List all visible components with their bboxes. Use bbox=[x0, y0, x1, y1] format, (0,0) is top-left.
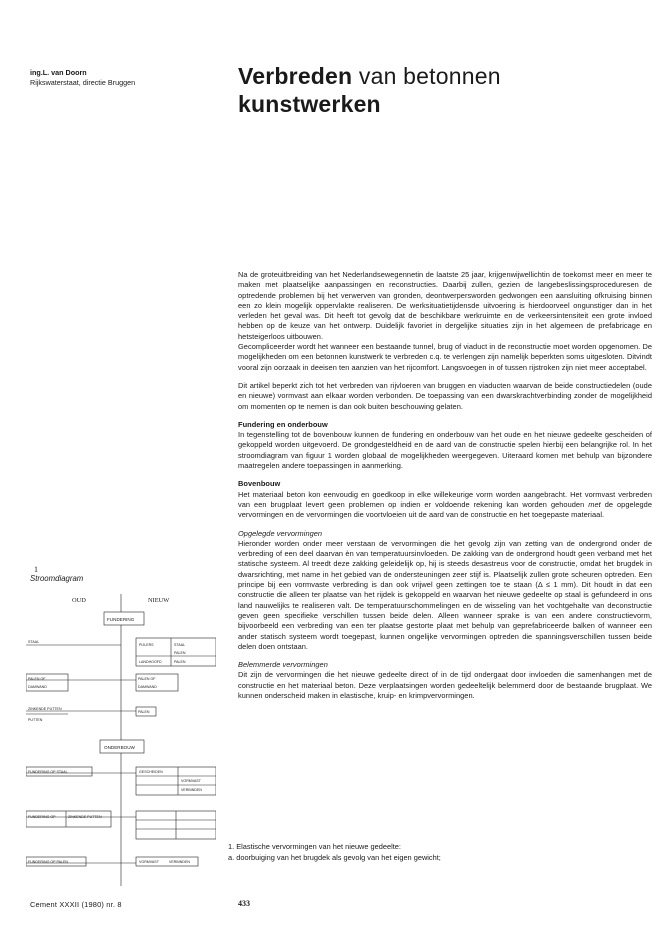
label-staal: STAAL bbox=[28, 640, 40, 644]
label-vormvast: VORMVAST bbox=[181, 779, 201, 783]
author-affiliation: Rijkswaterstaat, directie Bruggen bbox=[30, 78, 136, 87]
label-vormvast2: VORMVAST bbox=[139, 860, 159, 864]
heading-belemmerd: Belemmerde vervormingen bbox=[238, 660, 328, 670]
box-fundering: FUNDERING bbox=[107, 617, 135, 622]
label-palen: PALEN bbox=[174, 651, 186, 655]
intro-paragraph-1: Na de groteuitbreiding van het Nederlandsewegennetin de laatste 25 jaar, krijgenwijwellichtin de toekomst meer en meer te maken met plaatselijke aanpassingen en reconstructies. Daarbij zullen, gezien de langebeslissingsproceduresen de optredende problemen bij het verwerven van gronden, deontwerpersworden gedwongen een aansluiting ofkruising binnen een zo klein mogelijk oppervlakte realiseren. De werksituatietijdensde uitvoering is hierdoorveel ongunstiger dan in het verleden het geval was. Dit heeft tot gevolg dat de beschikbare werkruimte en de verkeersintensiteit een grote invloed hebben op de keuze van het ontwerp. Duidelijk favoriet in dergelijke situaties zijn in het algemeen de prefabricage en hetsteigerloos uitbouwen. bbox=[238, 270, 652, 341]
enumeration bbox=[228, 841, 652, 863]
author-name: ing.L. van Doorn bbox=[30, 68, 87, 77]
opgelegd-paragraph: Hieronder worden onder meer verstaan de vervormingen die het gevolg zijn van zetting van de ondergrond onder de verbreding of een deel daarvan èn van temperatuursinvloeden. De zakking van de ondergrond houdt geen verband met het statische systeem. Al treedt deze zakking geleidelijk op, hij is steeds desastreus voor de constructie, omdat het brugdek in dwarsrichting, met name in het gebied van de ondersteuningen zeer stijf is. Plaatselijk zullen grote scheuren optreden. Een principe bij een vormvaste verbreding is dan ook vrijwel geen zettingen toe te staan (Δ ≤ 1 mm). Dit houdt in dat een constructie die alleen ter plaatse van het rijdek is gekoppeld en waarvan het nieuwe gedeelte op staal is gefundeerd in ons land nauwelijks te realiseren valt. De temperatuurschommelingen en de wisseling van het vochtgehalte van deconstructie geven geen specifieke verschillen tussen beide delen. Alleen wanneer sprake is van een andere constructievorm, bijvoorbeeld een verbreding van een ter plaatse gestorte plaat met behulp van geprefabriceerde balken of wanneer een ander statisch systeem wordt toegepast, kunnen ongelijke vervormingen optreden die spanningsverschillen tussen beide delen doen ontstaan. bbox=[238, 538, 652, 651]
title-normal: van betonnen bbox=[352, 63, 501, 89]
label-damwand: DAMWAND bbox=[28, 685, 47, 689]
label-fund-op: FUNDERING OP bbox=[28, 815, 56, 819]
body-column bbox=[238, 270, 652, 701]
label-zinkende: ZINKENDE PUTTEN bbox=[28, 707, 62, 711]
bovenbouw-text-b: de opgelegde vervormingen en de vervormingen die voortvloeien uit de aard van de constructie en het toegepaste materiaal. bbox=[238, 499, 652, 520]
label-palen-of2: PALEN OF bbox=[138, 677, 156, 681]
title-line2: kunstwerken bbox=[238, 91, 381, 117]
label-staal2: STAAL bbox=[174, 643, 186, 647]
label-fund-staal: FUNDERING OP STAAL bbox=[28, 770, 68, 774]
label-zinkende2: ZINKENDE PUTTEN bbox=[68, 815, 102, 819]
list-item-1: 1. Elastische vervormingen van het nieuwe gedeelte: bbox=[228, 842, 401, 851]
box-onderbouw: ONDERBOUW bbox=[104, 745, 135, 750]
label-nieuw: NIEUW bbox=[148, 597, 170, 604]
fundering-paragraph: In tegenstelling tot de bovenbouw kunnen de fundering en onderbouw van het oude en het nieuwe gedeelte gescheiden of gekoppeld worden uitgevoerd. De grondgesteldheid en de aard van de constructie spelen hierbij een belangrijke rol. In het stroomdiagram van figuur 1 worden globaal de mogelijkheden weergegeven. Uiteraard komen met behulp van bijzondere maatregelen andere toepassingen in aanmerking. bbox=[238, 430, 652, 471]
title-bold: Verbreden bbox=[238, 63, 353, 89]
label-pijlers: PIJLERS bbox=[139, 643, 154, 647]
label-verbinden2: VERBINDEN bbox=[169, 860, 190, 864]
heading-fundering: Fundering en onderbouw bbox=[238, 419, 328, 429]
figure-caption: Stroomdiagram bbox=[30, 574, 84, 583]
label-gescheiden: GESCHEIDEN bbox=[139, 770, 163, 774]
label-oud: OUD bbox=[72, 597, 86, 604]
label-landhoofd: LANDHOOFD bbox=[139, 660, 162, 664]
label-damwand2: DAMWAND bbox=[138, 685, 157, 689]
label-palen3: PALEN bbox=[138, 710, 150, 714]
article-title bbox=[238, 62, 648, 118]
flow-diagram bbox=[26, 590, 216, 890]
heading-bovenbouw: Bovenbouw bbox=[238, 479, 281, 489]
scope-paragraph: Dit artikel beperkt zich tot het verbreden van rijvloeren van bruggen en viaducten waarvan de beide constructiedelen (oude en nieuwe) vormvast aan elkaar worden verbonden. De toepassing van een dwarskrachtverbinding zonder de mogelijkheid om momenten op te nemen is dan ook buiten beschouwing gelaten. bbox=[238, 380, 652, 411]
label-putten: PUTTEN bbox=[28, 718, 43, 722]
label-verbinden: VERBINDEN bbox=[181, 788, 202, 792]
label-fund-palen: FUNDERING OP PALEN bbox=[28, 860, 69, 864]
bovenbouw-text-a: Het materiaal beton kon eenvoudig en goedkoop in elke willekeurige vorm worden aangebracht. Het vormvast verbreden van een brugplaat levert geen problemen op indien er voldoende rekening kan worden gehouden bbox=[238, 489, 652, 509]
heading-opgelegd: Opgelegde vervormingen bbox=[238, 528, 323, 538]
journal-reference: Cement XXXII (1980) nr. 8 bbox=[30, 900, 122, 909]
author-block bbox=[30, 68, 210, 88]
label-palen2: PALEN bbox=[174, 660, 186, 664]
intro-paragraph-2: Gecompliceerder wordt het wanneer een bestaande tunnel, brug of viaduct in de reconstructie moet worden opgenomen. De mogelijkheden om een betonnen kunstwerk te verbreden c.q. te verlengen zijn namelijk beperkten soms uitgesloten. Ditvindt vooral zijn oorzaak in deeisen ten aanzien van het rijcomfort. Langsvoegen in of tussen rijstroken zijn niet meer acceptabel. bbox=[238, 342, 652, 372]
bovenbouw-text-em: met bbox=[588, 499, 601, 509]
list-item-a: a. doorbuiging van het brugdek als gevolg van het eigen gewicht; bbox=[228, 853, 441, 862]
figure-number: 1 bbox=[34, 565, 38, 574]
label-palen-of: PALEN OF bbox=[28, 677, 46, 681]
belemmerd-paragraph: Dit zijn de vervormingen die het nieuwe gedeelte direct of in de tijd ondergaat door invloeden die samenhangen met de constructie en het materiaal beton. Deze verplaatsingen worden gedeeltelijk belemmerd door de bestaande brugplaat. We kunnen onderscheid maken in elastische, kruip- en krimpvervormingen. bbox=[238, 670, 652, 700]
bovenbouw-paragraph bbox=[238, 490, 652, 521]
page-number: 433 bbox=[238, 899, 250, 908]
